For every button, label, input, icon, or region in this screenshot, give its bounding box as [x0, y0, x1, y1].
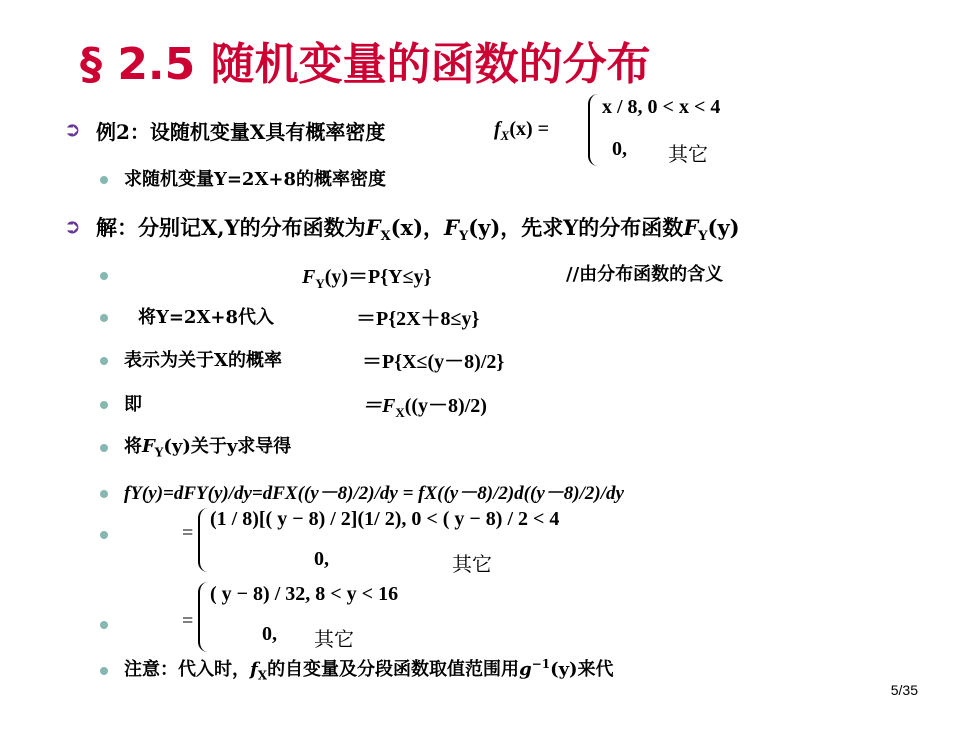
bullet-dot — [100, 357, 108, 365]
probability-text: 表示为关于X的概率 — [124, 350, 282, 371]
bullet-dot — [100, 272, 108, 280]
bullet-dot — [100, 531, 108, 539]
final-density-case-1: ( y − 8) / 32, 8 < y < 16 — [210, 583, 399, 605]
substitute-text: 将Y=2X+8代入 — [138, 307, 275, 328]
task-text: 求随机变量Y=2X+8的概率密度 — [124, 169, 387, 190]
solution-intro: 解：分别记X,Y的分布函数为$F_X(x)$，$F_Y(y)$，先求Y的分布函数$F_Y(y)$ — [96, 215, 740, 245]
density-case-1: x / 8, 0 < x < 4 — [602, 96, 721, 118]
cdf-definition: $F_Y(y)=P\{Y\le y\}$ — [302, 266, 432, 291]
equals-sign: = — [182, 522, 194, 544]
arrow-bullet-icon: ➲ — [64, 117, 81, 141]
bullet-dot — [100, 314, 108, 322]
density-derivation: fY(y)=dFY(y)/dy=dFX((y－8)/2)/dy = fX((y－8)/2)d((y－8)/2)/dy — [124, 483, 624, 504]
note-text: 注意：代入时，$f_X$的自变量及分段函数取值范围用$g^{-1}(y)$来代 — [124, 657, 614, 683]
probability-expr: ＝P{X≤(y－8)/2} — [362, 351, 505, 373]
density-function-label: $f_X(x)$ = — [494, 118, 550, 143]
density-y-case-2-value: 0, — [314, 548, 329, 570]
bullet-dot — [100, 621, 108, 629]
bullet-dot — [100, 176, 108, 184]
derivative-text: 将$F_Y(y)$关于y求导得 — [124, 436, 292, 460]
density-case-2-condition: 其它 — [668, 144, 708, 166]
bullet-dot — [100, 667, 108, 675]
slide-title: § 2.5 随机变量的函数的分布 — [80, 39, 651, 90]
piecewise-brace — [588, 94, 600, 166]
density-y-case-1: (1 / 8)[( y − 8) / 2](1/ 2), 0 < ( y − 8) / 2 < 4 — [210, 508, 560, 530]
cdf-comment: //由分布函数的含义 — [566, 264, 724, 285]
final-density-case-2-condition: 其它 — [314, 629, 354, 651]
bullet-dot — [100, 444, 108, 452]
bullet-dot — [100, 490, 108, 498]
final-density-case-2-value: 0, — [262, 623, 277, 645]
piecewise-brace — [198, 508, 210, 572]
arrow-bullet-icon: ➲ — [64, 214, 81, 238]
density-y-case-2-condition: 其它 — [452, 554, 492, 576]
substitute-expr: ＝P{2X＋8≤y} — [356, 308, 480, 330]
cdf-x-expr: $=F_X((y-8)/2)$ — [362, 395, 487, 420]
piecewise-brace — [198, 582, 210, 652]
density-case-2-value: 0, — [612, 138, 627, 160]
i-e-text: 即 — [124, 394, 142, 415]
bullet-dot — [100, 401, 108, 409]
example-text: 例2：设随机变量X具有概率密度 — [96, 120, 386, 144]
equals-sign: = — [182, 610, 194, 632]
page-number: 5/35 — [890, 682, 918, 698]
